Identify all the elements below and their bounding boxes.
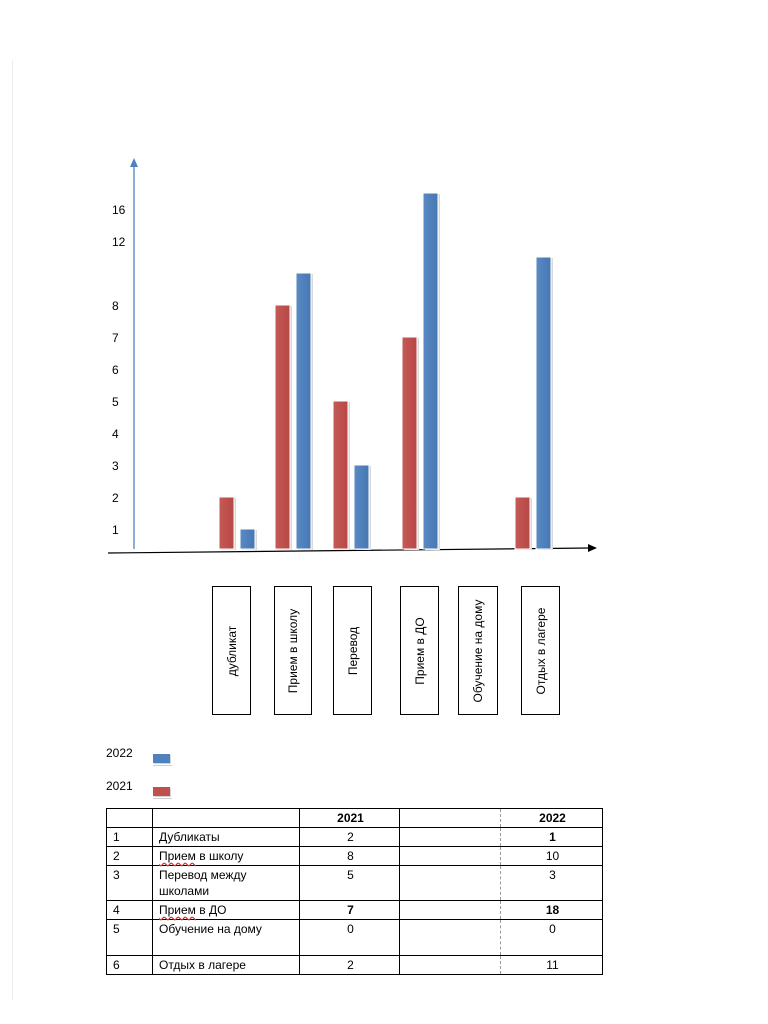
y-tick-label: 3	[112, 459, 119, 473]
category-label: Прием в школу	[286, 608, 300, 693]
category-label: дубликат	[224, 625, 239, 676]
y-tick-label: 5	[112, 395, 119, 409]
row-empty-cell	[400, 956, 501, 975]
category-label: Обучение на дому	[471, 599, 485, 702]
row-value-2021: 2	[300, 828, 400, 847]
y-tick-label: 6	[112, 363, 119, 377]
bar-2022	[423, 193, 438, 549]
header-cell-2021: 2021	[300, 809, 400, 828]
table-row	[107, 828, 603, 847]
header-cell-num	[107, 809, 153, 828]
row-name-rest: в ДО	[195, 903, 227, 917]
bar-2021	[275, 305, 290, 549]
row-value-2022: 11	[501, 956, 603, 975]
row-num: 1	[107, 828, 153, 847]
row-value-2021: 0	[300, 920, 400, 956]
row-name-line1: Перевод между	[159, 868, 247, 882]
row-name: Отдых в лагере	[153, 956, 300, 975]
row-num: 2	[107, 847, 153, 866]
legend-swatch-2021	[153, 787, 170, 796]
row-empty-cell	[400, 901, 501, 920]
row-name-line2: школами	[159, 884, 210, 898]
y-tick-label: 1	[112, 523, 119, 537]
row-num: 4	[107, 901, 153, 920]
y-tick-label: 8	[112, 299, 119, 313]
row-value-2022: 0	[501, 920, 603, 956]
legend-label-2021: 2021	[106, 779, 133, 793]
row-empty-cell	[400, 828, 501, 847]
row-value-2022: 3	[501, 866, 603, 901]
table-row	[107, 901, 603, 920]
x-axis-arrow	[588, 544, 597, 552]
table-row	[107, 956, 603, 975]
category-label: Перевод	[345, 626, 360, 675]
row-value-2022: 1	[501, 828, 603, 847]
bar-2022	[536, 257, 551, 549]
row-empty-cell	[400, 920, 501, 956]
category-label-box	[458, 586, 498, 715]
category-label: Прием в ДО	[412, 616, 427, 685]
category-label-box	[521, 586, 560, 715]
table-header-row	[107, 809, 603, 828]
row-name-underlined: Прием	[159, 849, 196, 863]
y-tick-label: 4	[112, 427, 119, 441]
row-empty-cell	[400, 847, 501, 866]
row-name-underlined: Прием	[159, 903, 196, 917]
row-value-2021: 5	[300, 866, 400, 901]
row-empty-cell	[400, 866, 501, 901]
row-name: Дубликаты	[153, 828, 300, 847]
row-num: 5	[107, 920, 153, 956]
category-label-box	[212, 586, 251, 715]
row-name	[153, 901, 300, 920]
legend-swatch-2022	[153, 754, 170, 763]
row-name: Обучение на дому	[153, 920, 300, 956]
row-value-2022: 10	[501, 847, 603, 866]
row-name	[153, 847, 300, 866]
bar-2022	[296, 273, 311, 549]
category-label-box	[274, 586, 312, 715]
y-axis-arrow	[130, 158, 138, 167]
header-cell-name	[153, 809, 300, 828]
header-cell-empty	[400, 809, 501, 828]
bar-2021	[515, 497, 530, 549]
y-tick-label: 12	[112, 235, 126, 249]
row-name	[153, 866, 300, 901]
y-tick-label: 2	[112, 491, 119, 505]
row-value-2022: 18	[501, 901, 603, 920]
bar-2021	[402, 337, 417, 549]
y-tick-label: 16	[112, 203, 126, 217]
row-value-2021: 2	[300, 956, 400, 975]
row-value-2021: 7	[300, 901, 400, 920]
table-row	[107, 920, 603, 956]
bar-2021	[219, 497, 234, 549]
category-label-box	[400, 586, 439, 715]
category-label-box	[333, 586, 372, 715]
data-table	[106, 808, 603, 975]
row-value-2021: 8	[300, 847, 400, 866]
y-tick-label: 7	[112, 331, 119, 345]
legend-label-2022: 2022	[106, 746, 133, 760]
bar-2021	[333, 401, 348, 549]
header-cell-2022: 2022	[501, 809, 603, 828]
category-label: Отдых в лагере	[533, 607, 548, 694]
bar-2022	[354, 465, 369, 549]
bar-2022	[240, 529, 255, 549]
table-row	[107, 847, 603, 866]
table-row	[107, 866, 603, 901]
row-num: 3	[107, 866, 153, 901]
row-num: 6	[107, 956, 153, 975]
row-name-rest: в школу	[195, 849, 244, 863]
